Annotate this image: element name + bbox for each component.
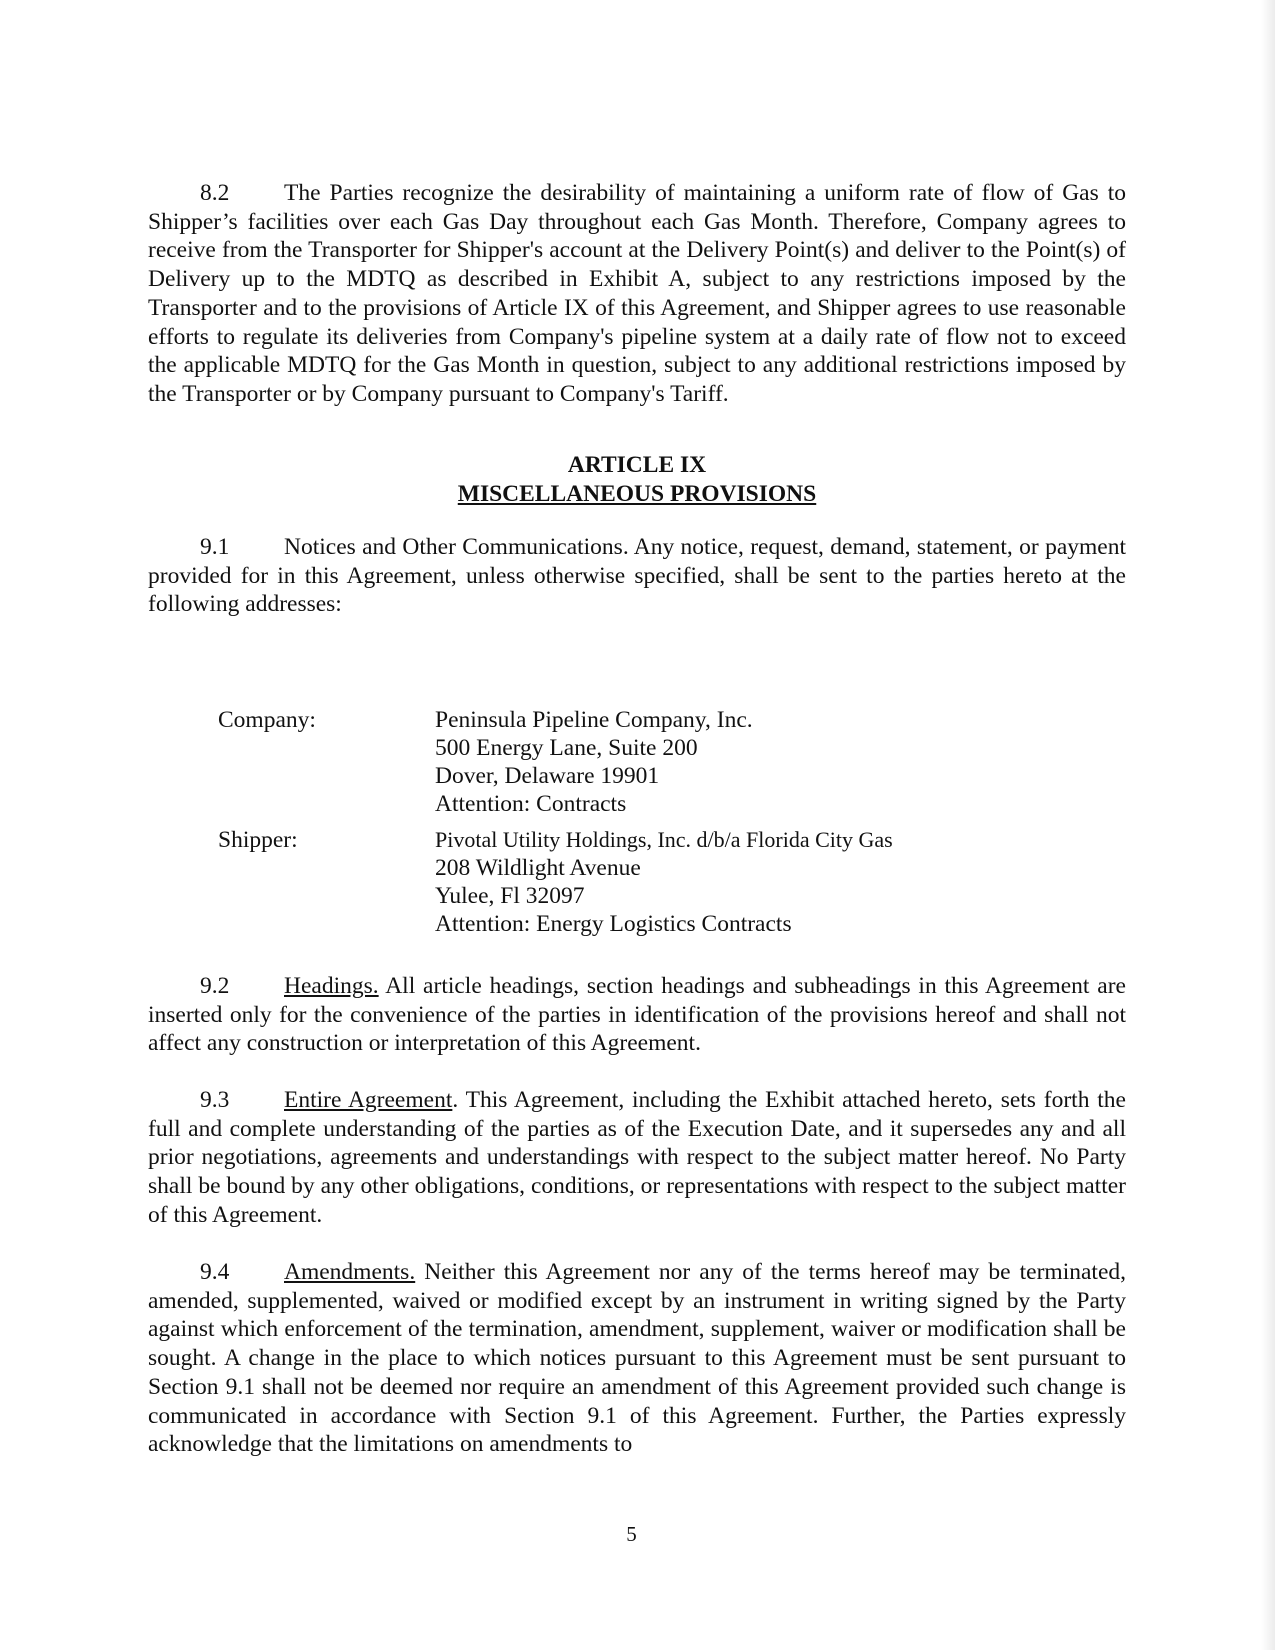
address-line: Dover, Delaware 19901 bbox=[435, 763, 660, 789]
section-8-2 bbox=[148, 179, 1126, 409]
page-edge-shadow bbox=[1261, 0, 1275, 1650]
section-heading: Amendments. bbox=[284, 1259, 416, 1285]
section-text: . This Agreement, including the Exhibit attached hereto, sets forth the full and complete understanding of the parties as of the Execution Date, and it supersedes any and all prior negotiations, agreements and understandings with respect to the subject matter hereof. No Party shall be bound by any other obligations, conditions, or representations with respect to the subject matter of this Agreement. bbox=[148, 1087, 1126, 1228]
section-9-1 bbox=[148, 533, 1126, 619]
section-number: 9.3 bbox=[200, 1087, 230, 1113]
section-heading: Entire Agreement bbox=[284, 1087, 453, 1113]
section-text: The Parties recognize the desirability of maintaining a uniform rate of flow of Gas to Shipper’s facilities over each Gas Day throughout each Gas Month. Therefore, Company agrees to receive from the Transporter for Shipper's account at the Delivery Point(s) and deliver to the Point(s) of Delivery up to the MDTQ as described in Exhibit A, subject to any restrictions imposed by the Transporter and to the provisions of Article IX of this Agreement, and Shipper agrees to use reasonable efforts to regulate its deliveries from Company's pipeline system at a daily rate of flow not to exceed the applicable MDTQ for the Gas Month in question, subject to any additional restrictions imposed by the Transporter or by Company pursuant to Company's Tariff. bbox=[148, 180, 1126, 407]
shipper-address-label: Shipper: bbox=[218, 827, 298, 853]
article-heading bbox=[148, 451, 1126, 508]
address-line: 500 Energy Lane, Suite 200 bbox=[435, 735, 698, 761]
section-heading: Headings. bbox=[284, 973, 379, 999]
section-number: 9.2 bbox=[200, 973, 230, 999]
article-title: ARTICLE IX bbox=[567, 452, 707, 478]
section-text: Notices and Other Communications. Any notice, request, demand, statement, or payment provided for in this Agreement, unless otherwise specified, shall be sent to the parties hereto at the following addresses: bbox=[148, 534, 1126, 618]
section-number: 9.4 bbox=[200, 1259, 230, 1285]
address-line: Pivotal Utility Holdings, Inc. d/b/a Florida City Gas bbox=[435, 827, 893, 852]
company-address-label: Company: bbox=[218, 707, 316, 733]
address-line: Attention: Energy Logistics Contracts bbox=[435, 911, 792, 937]
address-line: 208 Wildlight Avenue bbox=[435, 855, 641, 881]
section-number: 8.2 bbox=[200, 180, 230, 206]
section-number: 9.1 bbox=[200, 534, 230, 560]
section-text: All article headings, section headings and subheadings in this Agreement are inserted only for the convenience of the parties in identification of the provisions hereof and shall not affect any construction or interpretation of this Agreement. bbox=[148, 973, 1126, 1057]
address-line: Peninsula Pipeline Company, Inc. bbox=[435, 707, 753, 733]
section-9-3 bbox=[148, 1086, 1126, 1230]
shipper-address bbox=[435, 826, 893, 938]
address-line: Yulee, Fl 32097 bbox=[435, 883, 585, 909]
address-line: Attention: Contracts bbox=[435, 791, 627, 817]
company-address bbox=[435, 706, 753, 818]
page-number: 5 bbox=[626, 1522, 637, 1546]
article-subtitle: MISCELLANEOUS PROVISIONS bbox=[457, 480, 817, 507]
section-text: Neither this Agreement nor any of the terms hereof may be terminated, amended, supplemented, waived or modified except by an instrument in writing signed by the Party against which enforcement of the termination, amendment, supplement, waiver or modification shall be sought. A change in the place to which notices pursuant to this Agreement must be sent pursuant to Section 9.1 shall not be deemed nor require an amendment of this Agreement provided such change is communicated in accordance with Section 9.1 of this Agreement. Further, the Parties expressly acknowledge that the limitations on amendments to bbox=[148, 1259, 1127, 1458]
section-9-2 bbox=[148, 972, 1126, 1058]
section-9-4 bbox=[148, 1258, 1126, 1459]
